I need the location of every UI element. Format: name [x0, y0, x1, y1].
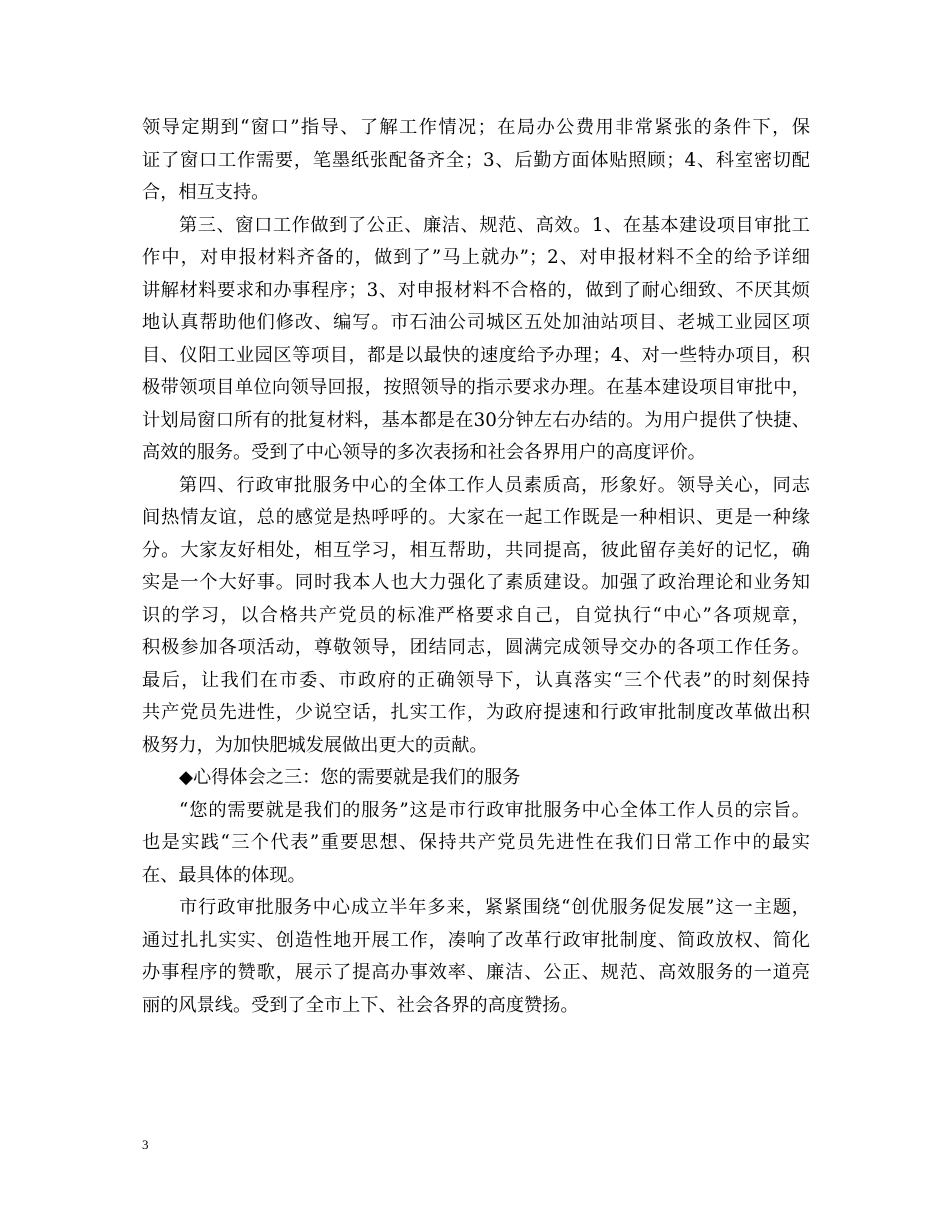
text-line: 丽的风景线。受到了全市上下、社会各界的高度赞扬。	[142, 994, 579, 1016]
text-line: 极带领项目单位向领导回报，按照领导的指示要求办理。在基本建设项目审批中，	[142, 377, 810, 398]
paragraph	[142, 892, 810, 1022]
text-line: 极努力，为加快肥城发展做出更大的贡献。	[142, 734, 488, 756]
page-number: 3	[142, 1137, 149, 1152]
paragraph	[142, 210, 810, 470]
text-line: “您的需要就是我们的服务”这是市行政审批服务中心全体工作人员的宗旨。	[179, 799, 810, 821]
text-line: 证了窗口工作需要，笔墨纸张配备齐全；3、后勤方面体贴照顾；4、科室密切配	[142, 149, 810, 171]
text-line: 实是一个大好事。同时我本人也大力强化了素质建设。加强了政治理论和业务知	[142, 572, 810, 593]
text-line: 间热情友谊，总的感觉是热呼呼的。大家在一起工作既是一种相识、更是一种缘	[142, 507, 810, 528]
text-line: 积极参加各项活动，尊敬领导，团结同志，圆满完成领导交办的各项工作任务。	[142, 637, 810, 658]
text-line: 合，相互支持。	[142, 182, 270, 203]
paragraph	[142, 112, 810, 210]
text-line: 分。大家友好相处，相互学习，相互帮助，共同提高，彼此留存美好的记忆，确	[142, 539, 810, 561]
text-line: 第三、窗口工作做到了公正、廉洁、规范、高效。1、在基本建设项目审批工	[179, 214, 810, 236]
text-line: 作中，对申报材料齐备的，做到了”马上就办”；2、对申报材料不全的给予详细	[142, 247, 810, 268]
paragraph	[142, 795, 810, 893]
text-line: 计划局窗口所有的批复材料，基本都是在30分钟左右办结的。为用户提供了快捷、	[142, 409, 810, 431]
text-line: 也是实践“三个代表”重要思想、保持共产党员先进性在我们日常工作中的最实	[142, 832, 810, 853]
document-body	[142, 112, 810, 1022]
text-line: 领导定期到“窗口”指导、了解工作情况；在局办公费用非常紧张的条件下，保	[142, 117, 810, 138]
text-line: ◆心得体会之三：您的需要就是我们的服务	[179, 767, 521, 788]
text-line: 地认真帮助他们修改、编写。市石油公司城区五处加油站项目、老城工业园区项	[142, 312, 810, 333]
paragraph	[142, 470, 810, 763]
text-line: 讲解材料要求和办事程序；3、对申报材料不合格的，做到了耐心细致、不厌其烦	[142, 279, 810, 301]
text-line: 识的学习，以合格共产党员的标准严格要求自己，自觉执行“中心”各项规章，	[142, 604, 810, 626]
text-line: 在、最具体的体现。	[142, 864, 306, 886]
text-line: 共产党员先进性，少说空话，扎实工作，为政府提速和行政审批制度改革做出积	[142, 702, 810, 723]
section-heading	[142, 762, 810, 795]
text-line: 高效的服务。受到了中心领导的多次表扬和社会各界用户的高度评价。	[142, 442, 706, 463]
text-line: 办事程序的赞歌，展示了提高办事效率、廉洁、公正、规范、高效服务的一道亮	[142, 962, 810, 983]
text-line: 最后，让我们在市委、市政府的正确领导下，认真落实“三个代表”的时刻保持	[142, 669, 810, 691]
text-line: 第四、行政审批服务中心的全体工作人员素质高，形象好。领导关心，同志	[179, 474, 810, 496]
text-line: 通过扎扎实实、创造性地开展工作，凑响了改革行政审批制度、简政放权、简化	[142, 929, 810, 951]
text-line: 目、仪阳工业园区等项目，都是以最快的速度给予办理；4、对一些特办项目，积	[142, 344, 810, 366]
text-line: 市行政审批服务中心成立半年多来，紧紧围绕“创优服务促发展”这一主题，	[179, 897, 810, 918]
